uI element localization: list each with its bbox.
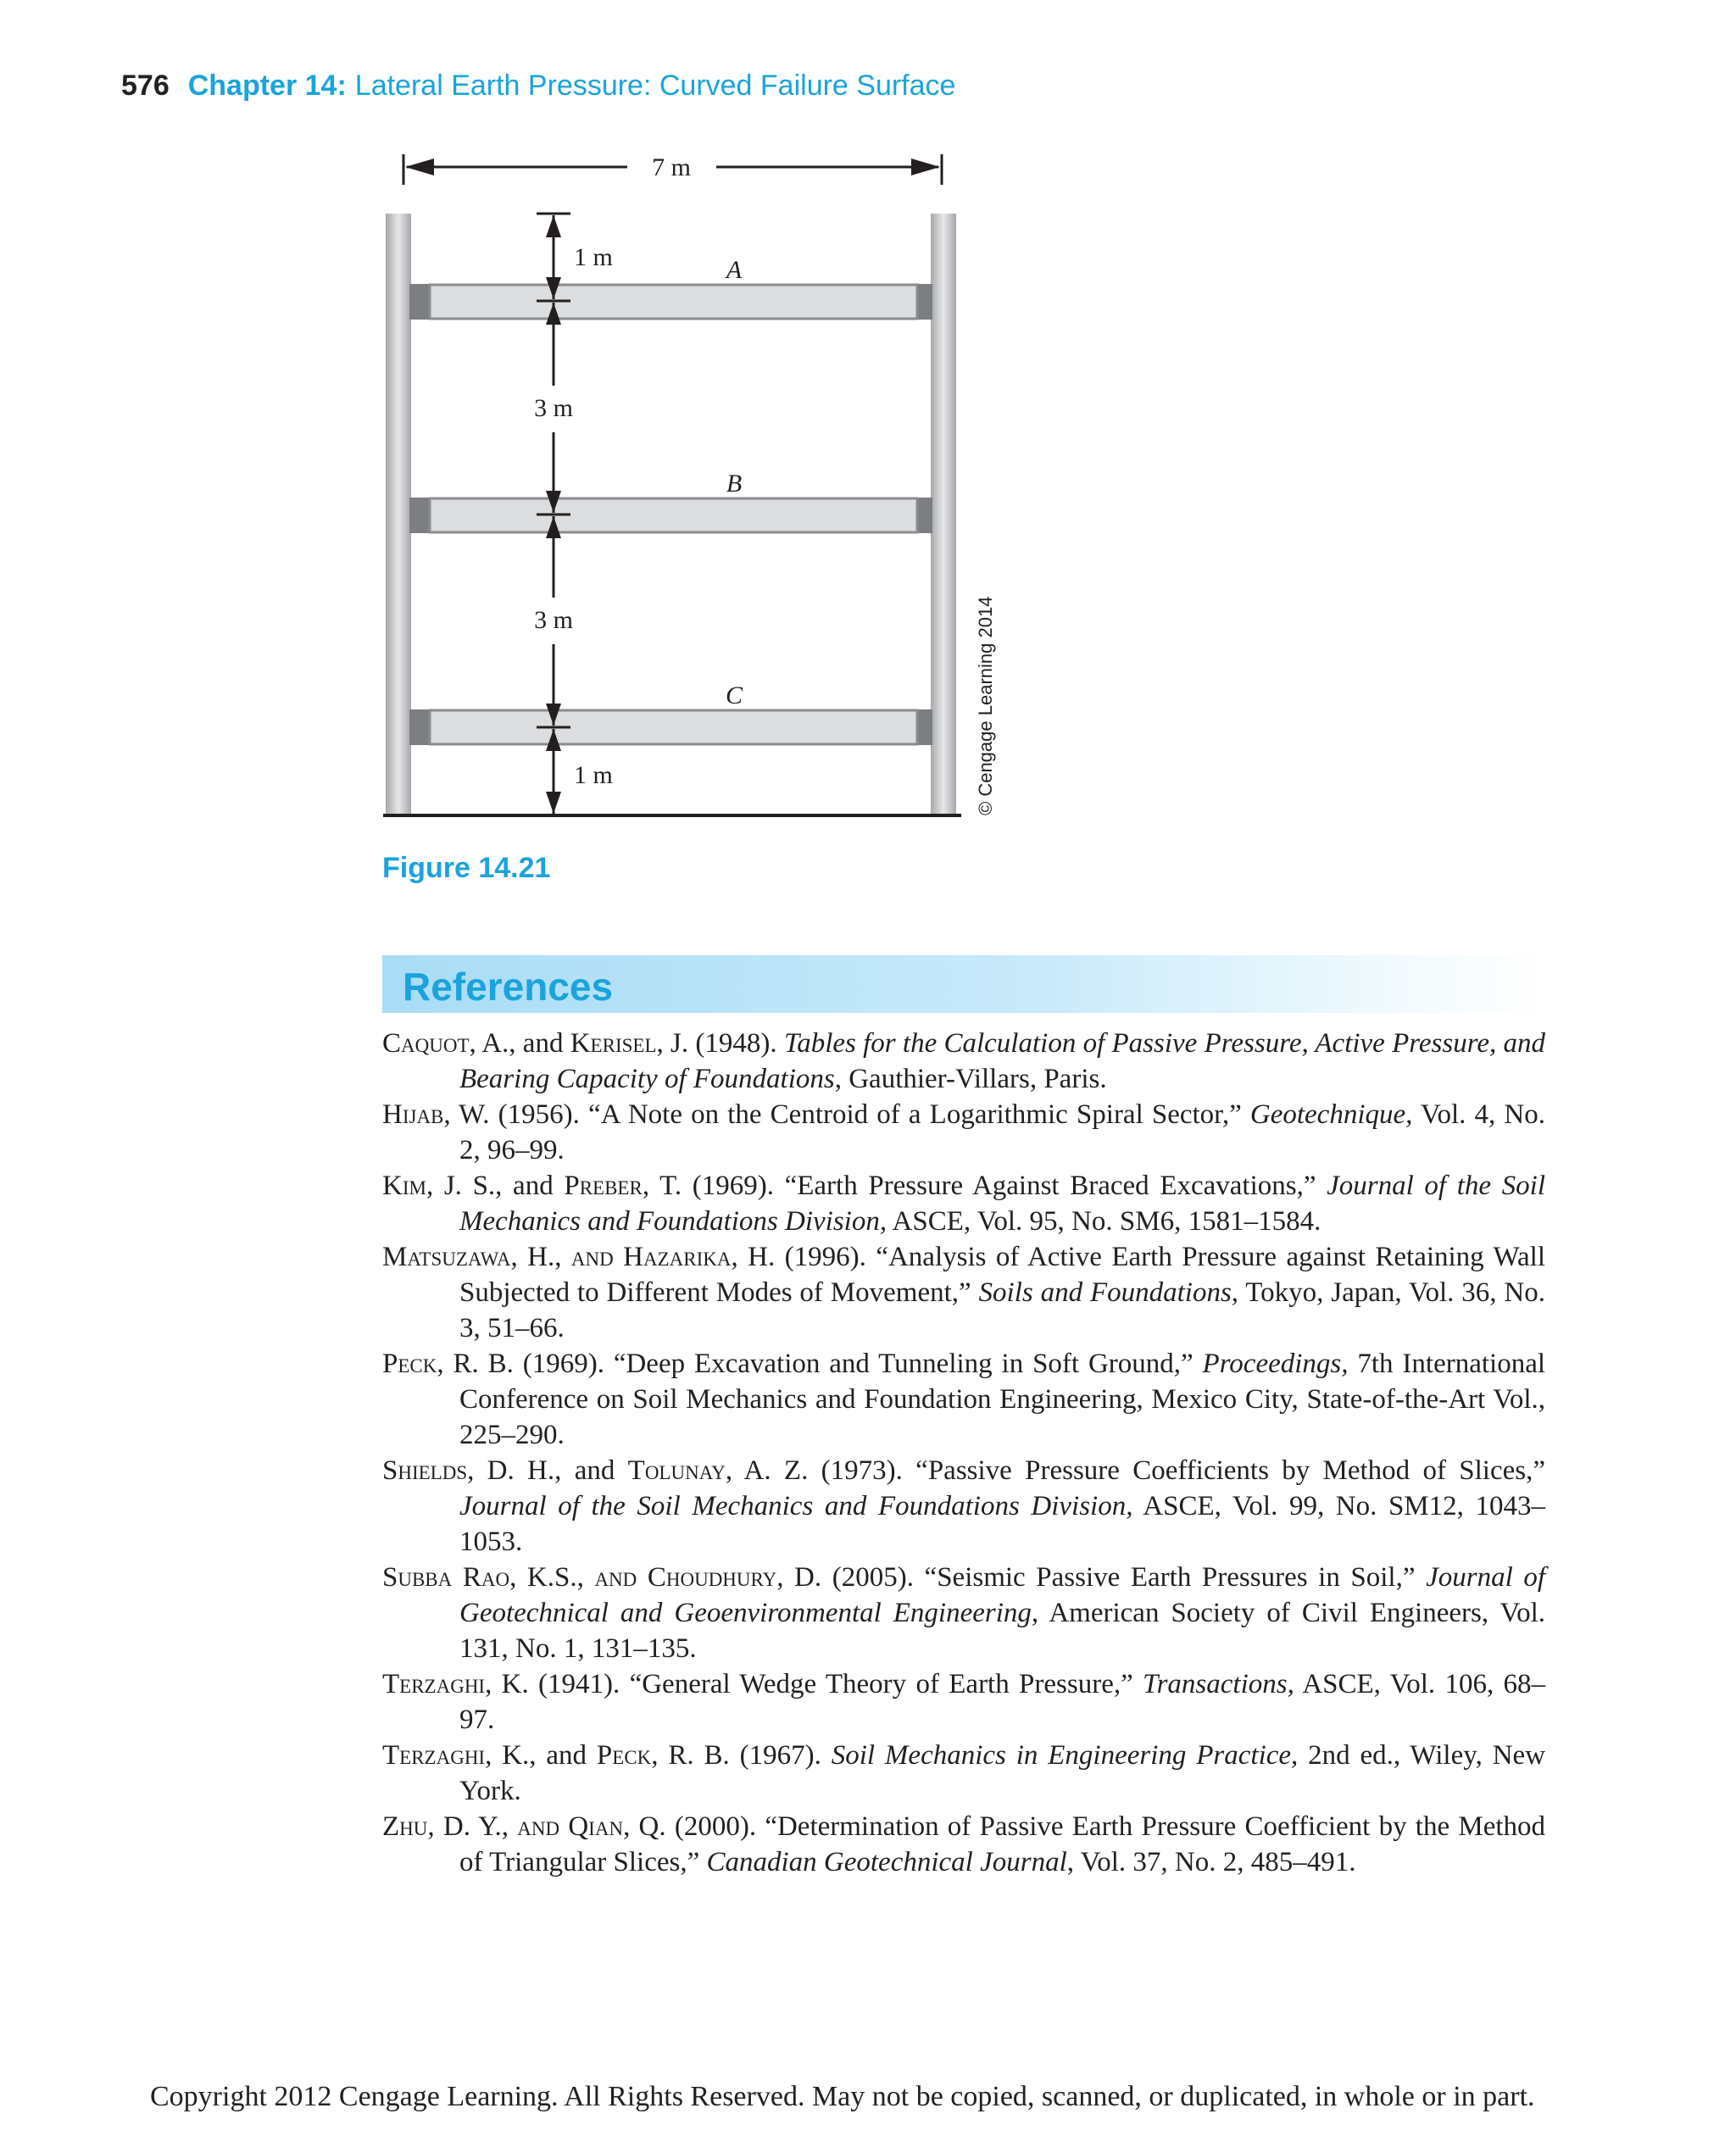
page-number: 576: [121, 70, 170, 102]
strut-c: [409, 709, 932, 745]
reference-authors: Terzaghi: [382, 1740, 486, 1771]
reference-authors: Tolunay: [627, 1455, 726, 1486]
reference-text: “Seismic Passive Earth Pressures in Soil,”: [924, 1562, 1427, 1593]
reference-authors: Matsuzawa: [382, 1242, 511, 1272]
reference-authors: Peck: [382, 1349, 437, 1379]
dim-mid1-label: 3 m: [534, 394, 573, 422]
reference-text: “Passive Pressure Coefficients by Method of Slices,”: [915, 1455, 1545, 1486]
reference-text: Vol. 4, No. 2, 96–99.: [459, 1099, 1546, 1165]
reference-authors: , J. (1948).: [656, 1028, 784, 1059]
reference-authors: Terzaghi: [382, 1669, 486, 1699]
reference-text: Journal of Geotechnical and Geoenvironmental Engineering: [459, 1562, 1546, 1628]
strut-a: [409, 284, 932, 320]
reference-text: “Earth Pressure Against Braced Excavations,”: [784, 1171, 1327, 1201]
reference-item: [382, 1346, 1545, 1453]
reference-item: [382, 1097, 1545, 1168]
reference-authors: , D. Y.,: [427, 1811, 518, 1842]
reference-text: Journal of the Soil Mechanics and Foundations Division,: [459, 1171, 1546, 1237]
reference-authors: , R. B. (1969).: [437, 1349, 614, 1379]
reference-text: ASCE, Vol. 95, No. SM6, 1581–1584.: [887, 1206, 1321, 1237]
strut-a-label: A: [726, 256, 743, 284]
reference-item: [382, 1453, 1545, 1560]
reference-authors: , K., and: [485, 1740, 597, 1771]
reference-text: Geotechnique,: [1249, 1099, 1413, 1130]
reference-text: Soils and Foundations: [978, 1277, 1232, 1308]
reference-text: “Determination of Passive Earth Pressure Coefficient by the Method of Triangular Slices,”: [459, 1811, 1546, 1877]
reference-authors: Preber: [564, 1171, 643, 1201]
reference-text: “A Note on the Centroid of a Logarithmic Spiral Sector,”: [588, 1099, 1250, 1130]
reference-authors: , D. H., and: [467, 1455, 628, 1486]
left-wall: [386, 214, 411, 815]
reference-item: [382, 1168, 1545, 1239]
reference-text: Proceedings,: [1202, 1349, 1349, 1379]
reference-authors: , H. (1996).: [731, 1242, 876, 1272]
reference-authors: and Hazarika: [570, 1242, 732, 1272]
reference-text: , Vol. 37, No. 2, 485–491.: [1066, 1847, 1356, 1877]
braced-cut-figure: [0, 0, 1736, 848]
reference-text: 2nd ed., Wiley, New York.: [459, 1740, 1546, 1806]
reference-authors: , W. (1956).: [443, 1099, 589, 1130]
reference-authors: Caquot: [382, 1028, 470, 1059]
strut-b-label: B: [726, 470, 743, 498]
chapter-label: Chapter 14:: [187, 70, 347, 102]
strut-b: [409, 498, 932, 533]
reference-authors: Kerisel: [570, 1028, 657, 1059]
reference-item: [382, 1560, 1545, 1666]
dim-bottom-label: 1 m: [574, 761, 613, 789]
reference-authors: , J. S., and: [426, 1171, 565, 1201]
reference-authors: , T. (1969).: [642, 1171, 785, 1201]
references-list: [382, 1026, 1545, 1880]
dim-top-label: 1 m: [574, 243, 613, 271]
reference-authors: Zhu: [382, 1811, 428, 1842]
chapter-title: Lateral Earth Pressure: Curved Failure Surface: [354, 70, 956, 102]
reference-text: ASCE, Vol. 99, No. SM12, 1043–1053.: [459, 1491, 1545, 1557]
references-heading: References: [403, 965, 614, 1009]
reference-item: [382, 1026, 1545, 1097]
reference-authors: and Choudhury: [594, 1562, 777, 1593]
reference-item: [382, 1809, 1545, 1880]
reference-authors: , K.S.,: [509, 1562, 595, 1593]
reference-authors: , D. (2005).: [776, 1562, 925, 1593]
reference-authors: Subba Rao: [382, 1562, 510, 1593]
width-label: 7 m: [652, 153, 691, 181]
reference-item: [382, 1239, 1545, 1346]
reference-authors: Shields: [382, 1455, 468, 1486]
strut-c-label: C: [725, 681, 743, 709]
reference-authors: , K. (1941).: [485, 1669, 630, 1699]
reference-authors: , A., and: [469, 1028, 570, 1059]
reference-text: Journal of the Soil Mechanics and Foundations Division,: [459, 1491, 1133, 1521]
reference-authors: , H.,: [510, 1242, 571, 1272]
reference-text: , American Society of Civil Engineers, Vol. 131, No. 1, 131–135.: [459, 1598, 1545, 1664]
reference-authors: , A. Z. (1973).: [725, 1455, 916, 1486]
reference-authors: , R. B. (1967).: [651, 1740, 832, 1771]
dim-mid2-label: 3 m: [534, 606, 573, 634]
reference-authors: Peck: [596, 1740, 652, 1771]
reference-text: “Analysis of Active Earth Pressure against Retaining Wall Subjected to Different Modes of Movement,”: [459, 1242, 1545, 1308]
reference-text: Soil Mechanics in Engineering Practice,: [831, 1740, 1299, 1771]
reference-text: “Deep Excavation and Tunneling in Soft Ground,”: [613, 1349, 1203, 1379]
reference-item: [382, 1738, 1545, 1809]
reference-text: Transactions,: [1143, 1669, 1294, 1699]
reference-text: 7th International Conference on Soil Mechanics and Foundation Engineering, Mexico City, State-of-the-Art Vol., 225–290.: [459, 1349, 1546, 1450]
reference-text: Tables for the Calculation of Passive Pressure, Active Pressure, and Bearing Capacity of Foundations: [459, 1028, 1545, 1094]
reference-text: “General Wedge Theory of Earth Pressure,”: [629, 1669, 1143, 1699]
copyright-footer: Copyright 2012 Cengage Learning. All Rights Reserved. May not be copied, scanned, or duplicated, in whole or in part.: [150, 2081, 1535, 2112]
right-wall: [931, 214, 956, 815]
reference-text: , Gauthier-Villars, Paris.: [834, 1064, 1107, 1094]
reference-authors: Kim: [382, 1171, 426, 1201]
reference-authors: , Q. (2000).: [623, 1811, 765, 1842]
reference-text: , Tokyo, Japan, Vol. 36, No. 3, 51–66.: [459, 1277, 1545, 1343]
references-heading-band: [382, 955, 1552, 1013]
reference-authors: Hijab: [382, 1099, 444, 1130]
reference-text: Canadian Geotechnical Journal: [706, 1847, 1067, 1877]
figure-caption: Figure 14.21: [382, 852, 551, 884]
reference-authors: and Qian: [517, 1811, 624, 1842]
reference-text: ASCE, Vol. 106, 68–97.: [459, 1669, 1545, 1735]
reference-item: [382, 1666, 1545, 1738]
copyright-credit: © Cengage Learning 2014: [975, 596, 996, 815]
